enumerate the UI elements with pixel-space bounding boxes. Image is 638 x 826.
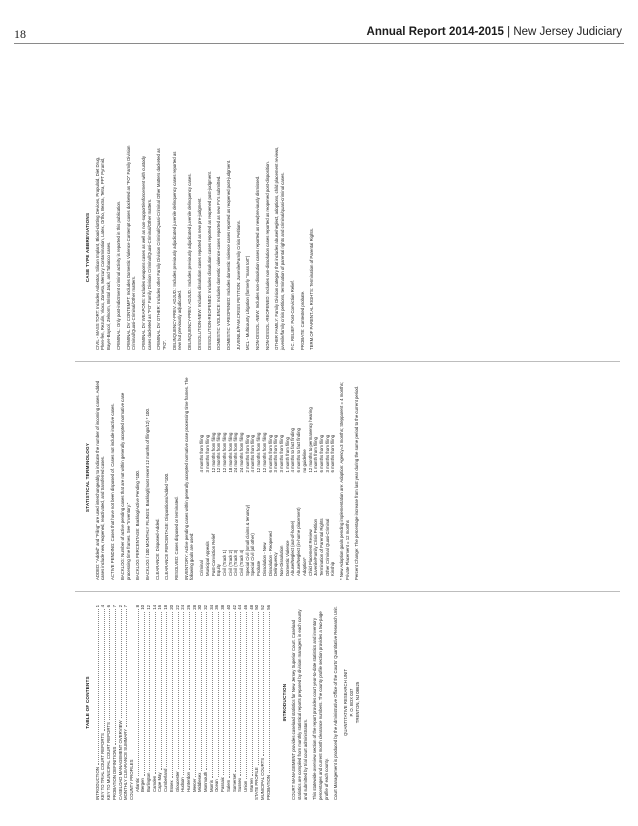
toc-leader-dots [226, 612, 230, 778]
toc-entry-label: Morris [208, 780, 214, 792]
stat-paragraph: BACKLOG / 100 MONTHLY FILINGS: Backlog/(most recent 12 months of filings/12) * 100. [144, 407, 150, 580]
toc-entry-label: Warren [248, 778, 254, 792]
case-type-definition: OTHER FAMILY: Family Division category that includes abuse/neglect, adoptions, child placement reviews, juvenile/family crisis petitions, termination of parental rights and criminal/quasi-criminal cases. [274, 146, 286, 350]
goal-time-frame: no guideline [301, 449, 307, 473]
goals-footnote: * New Adoption goals pending implementation are: Adoption: Agency=3 months; Stepparent = 4 months; Private Placement = 12 months [339, 381, 350, 580]
toc-entry-page: 32 [203, 605, 209, 610]
case-type-definition: PROBATE: Contested probate. [299, 290, 305, 350]
goal-case-type: Abuse/Neglect (in-home placement) [296, 507, 302, 576]
toc-leader-dots [249, 612, 253, 776]
toc-entry-page: 1 [94, 605, 100, 608]
toc-entry-label: Hudson [180, 777, 186, 792]
goal-time-frame: 4 months to fact finding [290, 428, 296, 473]
toc-leader-dots [243, 612, 247, 779]
goal-time-frame: 24 months from filing [239, 432, 245, 473]
toc-entry-page: 2 [117, 605, 123, 608]
percent-change: Percent Change: The percentage increase from last year during the same period to the current period. [354, 385, 360, 580]
toc-entry-label: Mercer [191, 778, 197, 792]
goal-time-frame: 12 months from filing [210, 432, 216, 473]
case-types-list [95, 145, 315, 350]
toc-entry-label: Union [242, 780, 248, 792]
toc-entry-page: 12 [146, 605, 152, 610]
goal-time-frame: 6 months from filing [330, 435, 336, 473]
address-line: P. O. BOX 037 [348, 688, 354, 717]
case-type-definition: NON-DISSOL.-NEW: Includes non-dissolution cases reported as new/previously dismissed. [255, 175, 261, 350]
case-type-definition: TERM.OF PARENT.AL RIGHTS: Termination of Parental Rights. [309, 228, 315, 350]
intro-address [343, 605, 360, 800]
goal-time-frame: 12 months to permanency hearing [307, 407, 313, 473]
goal-case-type: Civil (Track 3) [233, 549, 239, 576]
stat-paragraph: CLEARANCE: Disposed-Added. [154, 518, 160, 580]
toc-entry-label: KEY TO MUNICIPAL COURT REPORTS [106, 722, 112, 800]
goal-case-type: Juvenile/Family Crisis Petition [313, 518, 319, 576]
toc-entry-label: KEY TO TRIAL COURT REPORTS [100, 733, 106, 800]
toc-entry-page: 34 [208, 605, 214, 610]
toc-entry-page: 52 [260, 605, 266, 610]
goal-case-type: Special Civil (all other) [250, 533, 256, 576]
toc-leader-dots [197, 612, 201, 771]
toc-entry-page: 56 [265, 605, 271, 610]
goal-time-frame: 1 month from filing [284, 437, 290, 473]
toc-entry-label: Cumberland [163, 768, 169, 792]
toc-leader-dots [186, 612, 190, 770]
header-rule [14, 43, 624, 44]
stat-paragraph: BACKLOG PERCENTAGE: Backlog/Active Pending *100. [135, 469, 141, 580]
goal-time-frame: 2 months from filing [244, 435, 250, 473]
goal-case-type: Abuse/Neglect (out-of-home) [290, 520, 296, 576]
goal-time-frame: 6 months from filing [318, 435, 324, 473]
toc-list [95, 605, 272, 800]
toc-leader-dots [157, 612, 161, 771]
toc-leader-dots [232, 612, 236, 772]
goal-case-type: Dissolution - Reopened [267, 531, 273, 576]
toc-entry-label: Sussex [237, 777, 243, 792]
toc-column [85, 605, 360, 800]
case-type-definition: CRIMINAL DV CONTEMPT: Includes Domestic Violence Contempt cases docketed as "FO" Family Division Criminal/Quasi-Criminal/Other matters. [125, 145, 137, 350]
toc-leader-dots [118, 609, 122, 718]
goal-time-frame: 4 months from filing [250, 435, 256, 473]
goal-case-type: Termination of Parental Rights [318, 518, 324, 576]
column-divider [75, 361, 620, 362]
case-type-definition: DELINQUENCY-PREV. ADJUD.: Includes previously adjudicated juvenile delinquency cases. [187, 173, 193, 350]
toc-entry-label: Burlington [146, 772, 152, 792]
toc-entry-page: 26 [185, 605, 191, 610]
toc-entry-label: Hunterdon [185, 771, 191, 792]
toc-entry-page: 8 [134, 605, 140, 608]
toc-entry-page: 7 [123, 605, 129, 608]
toc-entry-page: 6 [106, 605, 112, 608]
goal-case-type: Post-Conviction Relief [210, 533, 216, 576]
stat-paragraph: INVENTORY: Active pending cases within generally accepted normative case processing time frames. The following goals are used: [183, 377, 195, 580]
goal-case-type: Equity [216, 564, 222, 576]
toc-leader-dots [266, 612, 270, 773]
goal-case-type: Dissolution - New [261, 542, 267, 576]
toc-leader-dots [169, 612, 173, 779]
case-type-definition: NON-DISSOL.-REOPENED: Includes non-dissolution cases reported as reopened post-disposition. [264, 161, 270, 350]
toc-entry-label: MUNICIPAL COURTS [260, 757, 266, 800]
statistical-heading: STATISTICAL TERMINOLOGY [85, 442, 90, 513]
toc-entry-page: 44 [237, 605, 243, 610]
toc-entry-page: 48 [248, 605, 254, 610]
toc-leader-dots [220, 612, 224, 775]
toc-entry-label: CASELOAD MANAGEMENT OVERVIEW [117, 720, 123, 800]
toc-entry-label: Middlesex [197, 772, 203, 792]
toc-entry-label: Gloucester [174, 771, 180, 792]
toc-entry-label: Bergen [140, 778, 146, 792]
goal-time-frame: 3 months from filing [273, 435, 279, 473]
toc-heading: TABLE OF CONTENTS [85, 676, 90, 729]
toc-leader-dots [152, 612, 156, 774]
report-title-rest: New Jersey Judiciary [513, 26, 622, 38]
toc-entry-label: Camden [151, 775, 157, 792]
toc-leader-dots [112, 609, 116, 744]
case-type-definition: JUVENILE/FAM.CRISIS PETITION: Juvenile/Family Crisis Petitions. [235, 220, 241, 350]
report-title [367, 26, 622, 38]
address-line: TRENTON, NJ 08625 [354, 681, 360, 724]
goal-time-frame: 6 months to fact finding [296, 428, 302, 473]
title-separator: | [503, 26, 514, 38]
toc-entry-page: 40 [225, 605, 231, 610]
toc-entry-label: Monmouth [203, 771, 209, 792]
toc-leader-dots [192, 612, 196, 777]
case-type-definition: DELINQUENCY-PREV. ADJUD.: Includes previously adjudicated juvenile delinquency cases reported as new but previously adjudicated. [171, 151, 183, 350]
case-type-definition: CRIMINAL: Only post-indictment criminal activity is reported in this publication. [115, 200, 121, 350]
goal-case-type: Child Placement Review [307, 529, 313, 576]
toc-leader-dots [95, 609, 99, 765]
goal-time-frame: 24 months from filing [233, 432, 239, 473]
goal-case-type: Adoption* [301, 557, 307, 576]
toc-entry-label: Somerset [231, 773, 237, 792]
toc-leader-dots [203, 612, 207, 770]
toc-entry-label: Atlantic [134, 777, 140, 792]
stat-paragraph: BACKLOG: Number of active pending cases that are not within generally accepted normative case processing time frames. See "Inventory." [119, 392, 131, 580]
intro-paragraph: Court Management is produced by the Administrative Office of the Courts' Quantitative Research Unit. [333, 606, 339, 800]
goal-time-frame: 4 months from filing [199, 435, 205, 473]
toc-entry-label: COUNTY PROFILES [128, 759, 134, 800]
intro-paragraph: COURT MANAGEMENT provides caseload statistics for New Jersey Superior Court. Caseload statistics are compiled from monthly statistical reports prepared by division managers in each county and submitted by trial court administrators. [291, 609, 308, 800]
case-type-definition: CIVIL - MASS TORT: Includes Asbestos, Silicon Implant, Blood-clotting Devices, Propulsid, Diet Drug, Phen-fen, Rezulin, Vioxx, Zometa, Mercury Contamination, Latex, Ortho, Bextra, Tetra, PPT Pyramid, Bayer-Baycol, Zelnorm, Bristol Jack, and Tobacco cases. [94, 156, 112, 350]
intro-paragraph: This statewide overview section of the report provides court year-to-date statistics and inventory percentages and current month clearance numbers. The county profile section provides a two-page profile of each county. [312, 611, 329, 800]
toc-entry-label: Salem [225, 779, 231, 792]
toc-leader-dots [135, 609, 139, 776]
toc-entry-label: Cape May [157, 772, 163, 792]
goal-case-type: Civil (Track 4) [239, 549, 245, 576]
toc-leader-dots [146, 612, 150, 771]
toc-leader-dots [175, 612, 179, 769]
toc-entry-page: 16 [157, 605, 163, 610]
toc-entry-label: PROBATION [265, 775, 271, 800]
goal-time-frame: 12 months from filing [216, 432, 222, 473]
goal-case-type: Special Civil (small claims & tenancy) [244, 504, 250, 576]
toc-entry-page: 46 [242, 605, 248, 610]
toc-leader-dots [123, 609, 127, 726]
toc-entry-page: 42 [231, 605, 237, 610]
goal-case-type: Municipal Appeals [204, 541, 210, 576]
column-divider [75, 591, 620, 592]
toc-leader-dots [214, 612, 218, 778]
statistical-column [85, 375, 364, 580]
goal-case-type: Criminal [199, 560, 205, 576]
case-type-definition: MCL - Multicounty Litigation (formerly "mass tort") [245, 255, 251, 350]
goal-time-frame: 3 months from filing [278, 435, 284, 473]
inventory-goals-table [199, 375, 336, 580]
intro-heading: INTRODUCTION [281, 683, 287, 722]
toc-entry-page: 24 [180, 605, 186, 610]
page-header [0, 0, 638, 46]
goal-case-type: Probate [256, 560, 262, 576]
toc-entry-label: Passaic [220, 776, 226, 792]
toc-leader-dots [209, 612, 213, 778]
case-type-definition: CRIMINAL DV WEAPONS: Includes weapons cases as well as non-support/enforcement with custody cases docketed as "FO" Family Division Criminal/Quasi-Criminal/Other matters. [140, 156, 152, 350]
toc-entry-page: 14 [151, 605, 157, 610]
toc-entry-label: Ocean [214, 779, 220, 792]
case-type-definition: DISSOLUTION-REOPENED: Includes dissolution cases reported as reopened post-judgment. [206, 171, 212, 350]
toc-entry-page: 10 [140, 605, 146, 610]
goal-time-frame: 1 month from filing [313, 437, 319, 473]
goal-case-type: Kinship [330, 561, 336, 576]
address-line: QUANTITATIVE RESEARCH UNIT [343, 669, 349, 736]
goal-time-frame: 12 months from filing [261, 432, 267, 473]
case-types-heading: CASE TYPE ABBREVIATIONS [85, 212, 90, 283]
toc-leader-dots [100, 609, 104, 731]
goal-case-type: Non-Dissolution [278, 545, 284, 576]
case-type-definition: DOMESTIC V-REOPENED: Includes domestic violence cases reported as reopened post-judgment. [225, 159, 231, 350]
goal-case-type: Civil (Track 1) [221, 549, 227, 576]
toc-entry-page: 28 [191, 605, 197, 610]
toc-entry-page: 36 [214, 605, 220, 610]
stat-paragraph: CLEARANCE PERCENTAGE: Dispositions/Added *100. [164, 472, 170, 580]
goal-time-frame: 12 months from filing [256, 432, 262, 473]
goal-time-frame: 12 months from filing [221, 432, 227, 473]
stat-paragraph: ACTIVE PENDING: Cases that have not been disposed of. Cases not include inactive cases. [110, 403, 116, 580]
report-title-bold: Annual Report 2014-2015 [366, 26, 504, 38]
case-type-definition: DISSOLUTION-NEW: Includes dissolution cases reported as new pre-judgment. [196, 197, 202, 350]
stat-paragraph: RESOLVED: Cases disposed or terminated. [174, 496, 180, 580]
case-type-definition: DOMESTIC VIOLENCE: Includes domestic violence cases reported as new FV's submitted. [216, 175, 222, 350]
case-type-definition: CRIMINAL DV OTHER: Includes other Family Division Criminal/Quasi-Criminal Other Matters docketed as "FO". [156, 148, 168, 350]
toc-entry-page: 30 [197, 605, 203, 610]
goal-case-type: Civil (Track 2) [227, 549, 233, 576]
case-types-column [85, 145, 319, 350]
toc-leader-dots [140, 612, 144, 776]
goal-time-frame: 3 months from filing [324, 435, 330, 473]
goal-time-frame: 6 months from filing [267, 435, 273, 473]
toc-entry-label: MONTHLY CLEARANCE SUMMARY [123, 728, 129, 800]
toc-entry-page: 20 [168, 605, 174, 610]
case-type-definition: P.C. RELIEF: Post-Conviction Relief. [289, 280, 295, 350]
rotated-content-panel [75, 135, 620, 800]
toc-leader-dots [180, 612, 184, 775]
toc-leader-dots [254, 612, 258, 765]
page-number: 18 [14, 27, 26, 41]
toc-entry-label: STATE PROFILE [254, 767, 260, 800]
toc-entry-page: 22 [174, 605, 180, 610]
toc-leader-dots [237, 612, 241, 776]
goal-case-type: Other Criminal Quasi-Criminal [324, 518, 330, 576]
toc-leader-dots [163, 612, 167, 767]
toc-entry-page: 38 [220, 605, 226, 610]
toc-entry-page: 7 [111, 605, 117, 608]
toc-entry-page: 4 [100, 605, 106, 608]
goal-time-frame: 3 months from filing [204, 435, 210, 473]
toc-entry-label: PROBATION DEFINITIONS [111, 746, 117, 800]
toc-entry-page: 18 [163, 605, 169, 610]
stat-paragraph: ADDED: "Added" and "Filing" are used interchangeably to indicate the number of incoming cases. Added cases include new, reopened, reactivated, and transferred cases. [94, 380, 106, 580]
toc-entry-label: INTRODUCTION [94, 767, 100, 800]
goal-case-type: Domestic Violence [284, 540, 290, 576]
toc-leader-dots [260, 612, 264, 756]
goal-time-frame: 18 months from filing [227, 432, 233, 473]
goal-case-type: Delinquency [273, 552, 279, 576]
toc-entry-page: 50 [254, 605, 260, 610]
toc-entry-label: Essex [168, 780, 174, 792]
toc-leader-dots [106, 609, 110, 720]
